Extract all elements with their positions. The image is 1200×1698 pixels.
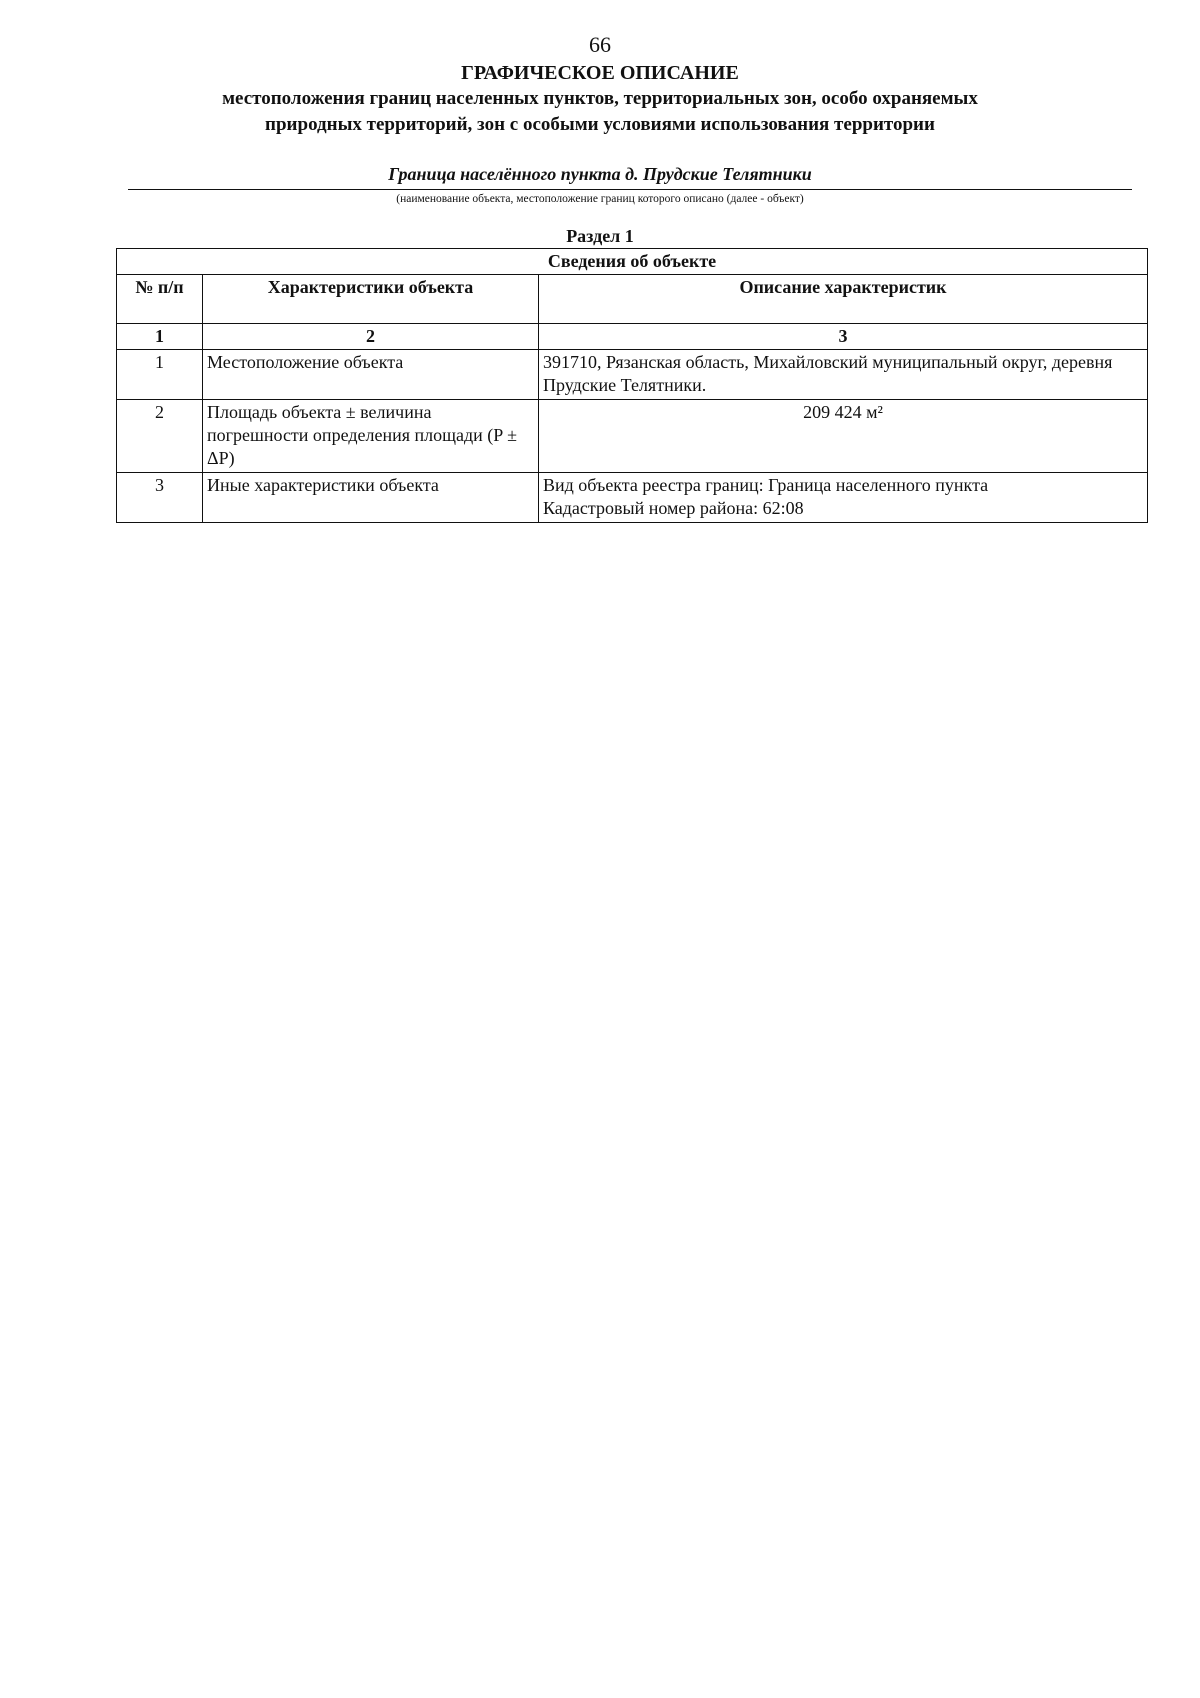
table-row bbox=[117, 473, 1148, 523]
table-caption-row bbox=[117, 249, 1148, 275]
row-characteristic: Местоположение объекта bbox=[203, 350, 539, 400]
row-number: 1 bbox=[117, 350, 203, 400]
section-title: Раздел 1 bbox=[566, 226, 634, 246]
row-number: 2 bbox=[117, 400, 203, 473]
column-header-description: Описание характеристик bbox=[539, 275, 1148, 324]
description-line: Вид объекта реестра границ: Граница населенного пункта bbox=[543, 475, 989, 495]
table-row bbox=[117, 350, 1148, 400]
column-number: 3 bbox=[539, 324, 1148, 350]
description-line: Кадастровый номер района: 62:08 bbox=[543, 498, 804, 518]
object-info-table bbox=[116, 248, 1148, 523]
row-description bbox=[539, 473, 1148, 523]
row-description: 391710, Рязанская область, Михайловский муниципальный округ, деревня Прудские Телятники. bbox=[539, 350, 1148, 400]
row-characteristic: Площадь объекта ± величина погрешности определения площади (P ± ΔP) bbox=[203, 400, 539, 473]
document-subtitle: местоположения границ населенных пунктов, территориальных зон, особо охраняемых природных территорий, зон с особыми условиями использования территории bbox=[222, 88, 978, 135]
table-header-row bbox=[117, 275, 1148, 324]
object-name-underline bbox=[128, 189, 1132, 190]
column-number: 2 bbox=[203, 324, 539, 350]
object-name: Граница населённого пункта д. Прудские Телятники bbox=[388, 164, 812, 184]
table-caption: Сведения об объекте bbox=[117, 249, 1148, 275]
document-title: ГРАФИЧЕСКОЕ ОПИСАНИЕ bbox=[461, 62, 739, 84]
column-header-number: № п/п bbox=[117, 275, 203, 324]
column-number-row bbox=[117, 324, 1148, 350]
row-characteristic: Иные характеристики объекта bbox=[203, 473, 539, 523]
column-header-characteristic: Характеристики объекта bbox=[203, 275, 539, 324]
object-name-caption: (наименование объекта, местоположение границ которого описано (далее - объект) bbox=[396, 193, 804, 205]
page-number: 66 bbox=[589, 32, 611, 57]
column-number: 1 bbox=[117, 324, 203, 350]
table-row bbox=[117, 400, 1148, 473]
row-description: 209 424 м² bbox=[539, 400, 1148, 473]
row-number: 3 bbox=[117, 473, 203, 523]
